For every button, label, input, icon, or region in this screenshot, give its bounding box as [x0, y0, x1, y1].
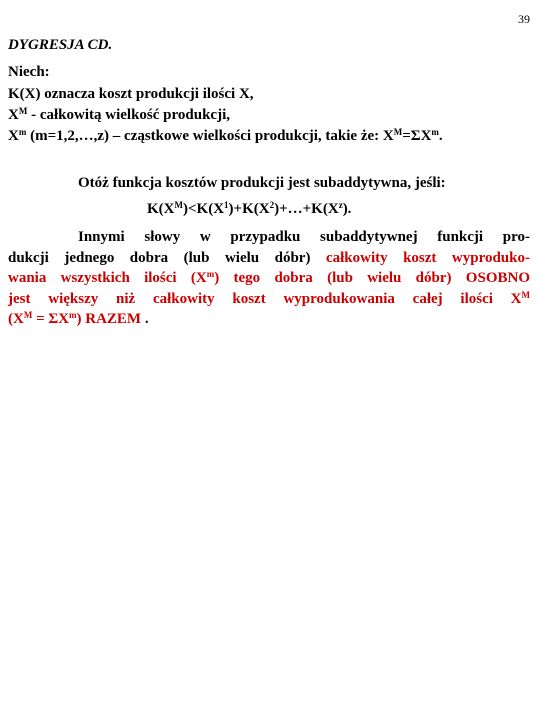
intro-niech: Niech:: [8, 64, 50, 80]
intro-line-3: $X^m$ (m=1,2,…,z) – cząstkowe wielkości produkcji, takie że: $X^M=\Sigma X^m$.: [8, 127, 443, 144]
intro-line-2: $X^M$ - całkowitą wielkość produkcji,: [8, 106, 230, 123]
subadditivity-formula: $K(X^M)<K(X^1)+K(X^2)+\dots+K(X^z)$.: [147, 200, 352, 217]
explanation-paragraph: [8, 227, 530, 330]
explanation-line-4: jest większy niż całkowity koszt wyprodukowania całej ilości $X^M$: [8, 289, 530, 307]
explanation-line-2: dukcji jednego dobra (lub wielu dóbr) całkowity koszt wyproduko-: [8, 249, 530, 266]
explanation-line-5: $(X^M = \Sigma X^m)$ RAZEM .: [8, 310, 149, 327]
intro-line-1: K(X) oznacza koszt produkcji ilości X,: [8, 86, 254, 102]
explanation-line-1: Innymi słowy w przypadku subaddytywnej funkcji pro-: [78, 229, 530, 245]
explanation-line-3: wania wszystkich ilości $(X^m)$ tego dobra (lub wielu dóbr) OSOBNO: [8, 269, 530, 286]
subadditivity-statement: Otóż funkcja kosztów produkcji jest subaddytywna, jeśli:: [78, 175, 446, 191]
page-number: 39: [518, 12, 530, 26]
section-title: DYGRESJA CD.: [8, 37, 113, 53]
